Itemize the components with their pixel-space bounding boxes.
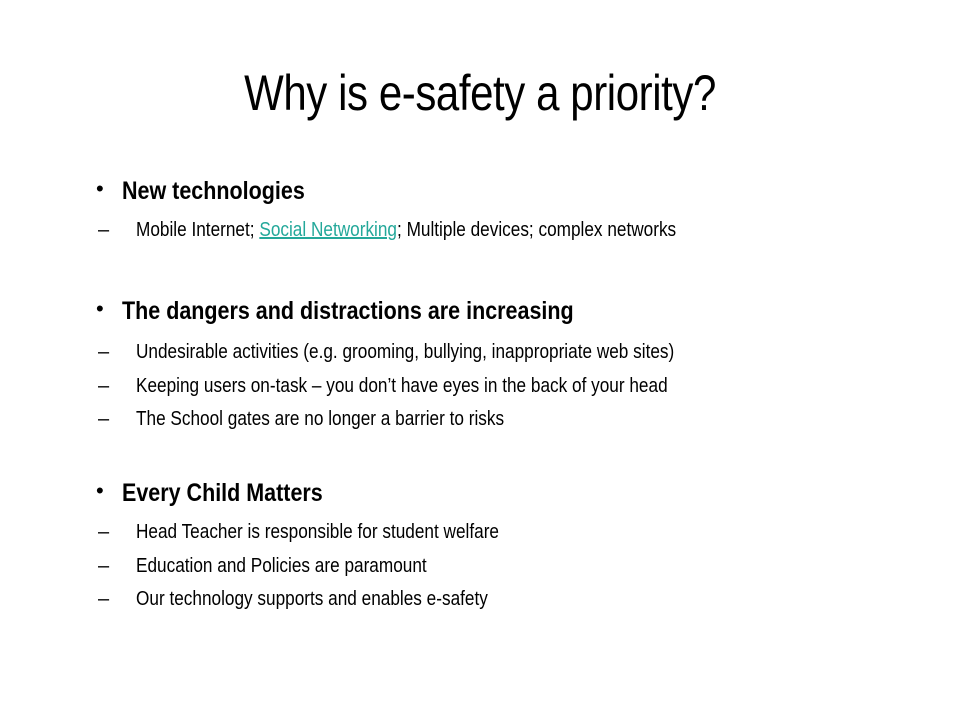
dash-icon: – xyxy=(98,341,110,363)
section-heading: New technologies xyxy=(122,177,305,205)
list-item xyxy=(0,585,960,615)
bullet-icon: • xyxy=(96,176,104,201)
list-item xyxy=(0,338,960,368)
list-item xyxy=(0,372,960,402)
dash-icon: – xyxy=(98,408,110,430)
dash-icon: – xyxy=(98,521,110,543)
list-item xyxy=(0,518,960,548)
list-item-text-after: ; Multiple devices; complex networks xyxy=(397,219,677,241)
list-item xyxy=(0,552,960,582)
list-item-text: Education and Policies are paramount xyxy=(136,555,427,577)
social-networking-link[interactable]: Social Networking xyxy=(259,219,398,241)
list-item-text: Keeping users on-task – you don’t have eyes in the back of your head xyxy=(136,375,668,397)
dash-icon: – xyxy=(98,555,110,577)
slide-title: Why is e-safety a priority? xyxy=(244,65,716,121)
list-item-text-before: Mobile Internet; xyxy=(136,219,260,241)
section-heading: Every Child Matters xyxy=(122,479,323,507)
dash-icon: – xyxy=(98,375,110,397)
dash-icon: – xyxy=(98,219,110,241)
list-item xyxy=(0,405,960,435)
list-item-text: Our technology supports and enables e-safety xyxy=(136,588,488,610)
dash-icon: – xyxy=(98,588,110,610)
list-item-text xyxy=(136,216,676,244)
list-item-text: The School gates are no longer a barrier to risks xyxy=(136,408,505,430)
bullet-icon: • xyxy=(96,296,104,321)
list-item-text: Head Teacher is responsible for student welfare xyxy=(136,521,500,543)
section-heading: The dangers and distractions are increasing xyxy=(122,297,574,325)
bullet-icon: • xyxy=(96,478,104,503)
list-item xyxy=(0,216,960,246)
list-item-text: Undesirable activities (e.g. grooming, bullying, inappropriate web sites) xyxy=(136,341,675,363)
